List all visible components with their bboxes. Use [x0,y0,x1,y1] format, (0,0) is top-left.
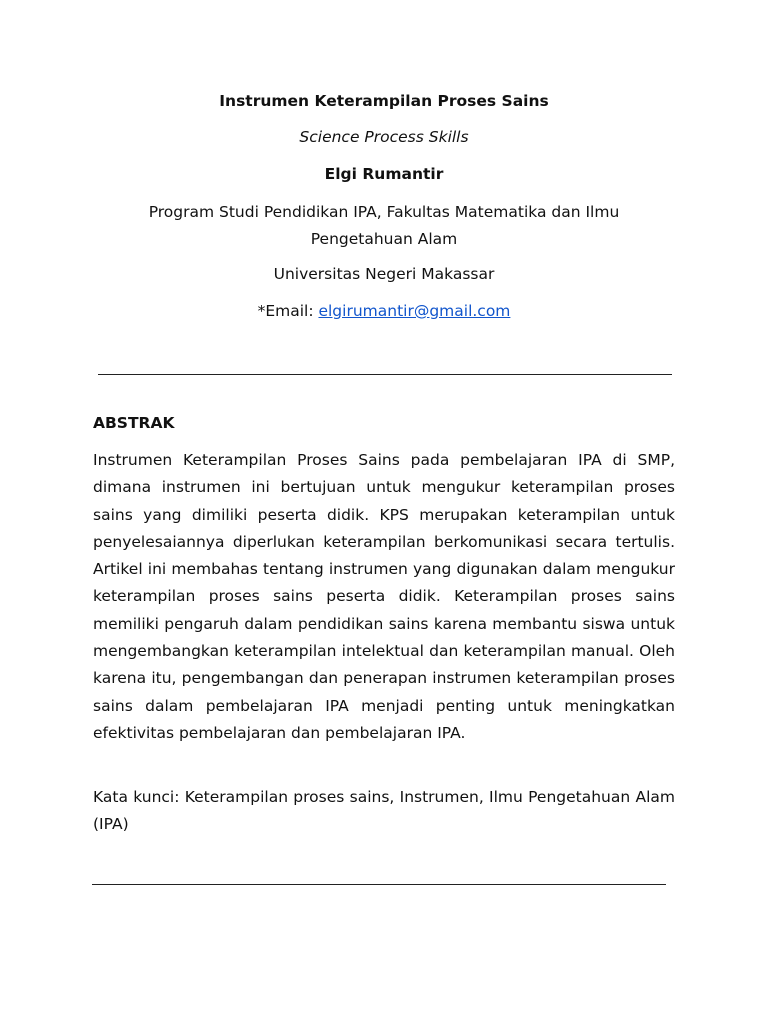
abstract-body: Instrumen Keterampilan Proses Sains pada pembelajaran IPA di SMP, dimana instrumen ini bertujuan untuk mengukur keterampilan proses sains yang dimiliki peserta didik. KPS merupakan keterampilan untuk penyelesaiannya diperlukan keterampilan berkomunikasi secara tertulis. Artikel ini membahas tentang instrumen yang digunakan dalam mengukur keterampilan proses sains peserta didik. Keterampilan proses sains memiliki pengaruh dalam pendidikan sains karena membantu siswa untuk mengembangkan keterampilan intelektual dan keterampilan manual. Oleh karena itu, pengembangan dan penerapan instrumen keterampilan proses sains dalam pembelajaran IPA menjadi penting untuk meningkatkan efektivitas pembelajaran dan pembelajaran IPA. [93,451,675,742]
email-label: *Email: [257,302,319,320]
keywords: Kata kunci: Keterampilan proses sains, Instrumen, Ilmu Pengetahuan Alam (IPA) [93,788,675,834]
author-affiliation: Program Studi Pendidikan IPA, Fakultas Matematika dan Ilmu Pengetahuan Alam [148,203,620,248]
top-divider [98,374,672,375]
author-email-line [0,298,768,324]
author-name: Elgi Rumantir [324,165,444,183]
bottom-divider [92,884,666,885]
author-university: Universitas Negeri Makassar [273,265,495,283]
email-link[interactable]: elgirumantir@gmail.com [318,302,511,320]
abstract-heading: ABSTRAK [93,414,175,432]
paper-subtitle: Science Process Skills [299,128,469,146]
paper-title: Instrumen Keterampilan Proses Sains [219,92,549,110]
